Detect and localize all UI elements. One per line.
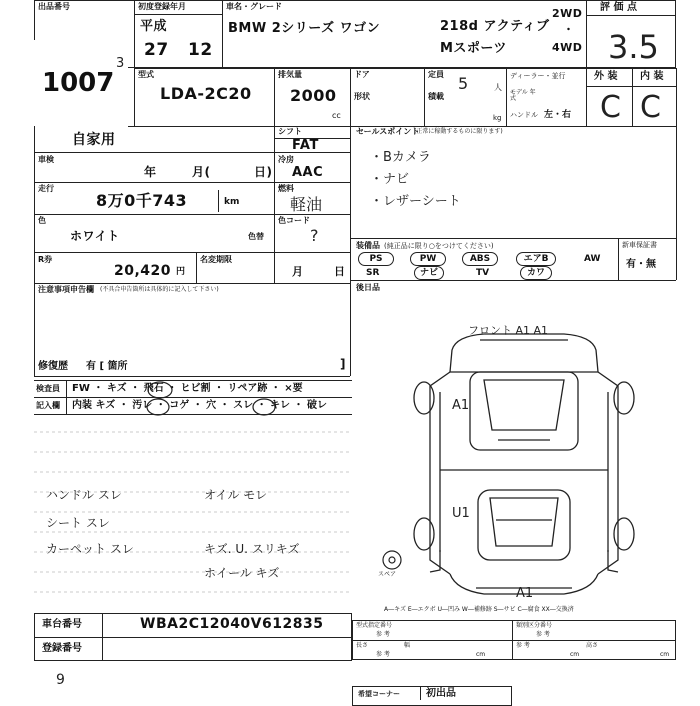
diagram-mark-a1-left: A1 <box>452 398 470 413</box>
equipment-label: 装備品 <box>356 241 380 250</box>
yen-unit: 円 <box>176 267 186 277</box>
chassis-label: 車台番号 <box>42 619 82 630</box>
dealer-label: ディーラー・並行 <box>510 72 566 80</box>
handle-label: ハンドル <box>510 111 538 119</box>
car-name: BMW 2シリーズ ワゴン <box>228 21 381 36</box>
diagram-top-note: フロント A1 A1 <box>468 324 549 337</box>
note-scratch: キズ. U. スリキズ <box>204 542 300 556</box>
spec-label: 型式指定番号 <box>356 622 393 629</box>
name-change-day: 日 <box>334 265 346 278</box>
lot-suffix: 3 <box>116 56 125 71</box>
name-change-month: 月 <box>292 265 304 278</box>
lot-label: 出品番号 <box>38 2 70 11</box>
shift-value: FAT <box>292 138 319 153</box>
first-registration-label: 初度登録年月 <box>138 2 186 11</box>
width-cm: cm <box>570 651 580 658</box>
equip-navi: ナビ <box>414 266 444 280</box>
notes-label: 注意事項申告欄 <box>38 285 94 294</box>
grade-2: Mスポーツ <box>440 41 507 56</box>
equip-pw: PW <box>410 252 446 266</box>
km-unit: km <box>224 197 240 207</box>
class-label: 類別区分番号 <box>516 622 553 629</box>
drive-separator: ・ <box>563 23 575 36</box>
divider <box>102 613 103 661</box>
fuel-value: 軽油 <box>290 195 323 214</box>
interior-grade: C <box>640 90 661 125</box>
equip-ps: PS <box>358 252 394 266</box>
equip-leather: カワ <box>520 266 552 280</box>
length-cm: cm <box>476 651 486 658</box>
length-ref: 参 考 <box>376 651 390 658</box>
interior-label: 内 装 <box>640 71 664 82</box>
shift-label: シフト <box>278 127 302 136</box>
sales-point-2: ・ナビ <box>370 172 410 187</box>
exterior-grade: C <box>600 90 621 125</box>
sales-point-3: ・レザーシート <box>370 194 461 209</box>
damage-legend: A―キズ E―エクボ U―凹み W―補修跡 S―サビ C―腐食 XX―交換済 <box>384 606 574 613</box>
load-label: 積載 <box>428 92 444 101</box>
door-label: ドア <box>354 70 370 79</box>
inspector-label-2: 記入欄 <box>36 401 60 410</box>
height-label: 高さ <box>586 642 599 649</box>
kg-unit: kg <box>493 114 502 122</box>
after-market-label: 後日品 <box>356 283 380 292</box>
inspector-row-1: FW ・ キズ ・ 飛石 ・ ヒビ割 ・ リペア跡 ・ ×要 <box>72 383 303 394</box>
drive-4wd: 4WD <box>552 41 583 54</box>
reg-year: 27 <box>144 40 169 60</box>
inspector-row-2: 内装 キズ ・ 汚レ ・ コゲ ・ 穴 ・ スレ ・ キレ ・ 破レ <box>72 400 327 411</box>
class-ref: 参 考 <box>536 631 550 638</box>
corner-label: 希望コーナー <box>358 690 400 698</box>
length-label: 長さ <box>356 642 369 649</box>
note-carpet: カーペット スレ <box>46 542 134 556</box>
repair-label: 修復歴 <box>38 361 68 372</box>
notes-sub: (不具合申告箇所は具体的に記入して下さい) <box>100 286 219 293</box>
warranty-value: 有・無 <box>626 259 656 270</box>
drive-2wd: 2WD <box>552 7 583 20</box>
height-cm: cm <box>660 651 670 658</box>
spare-label: スペア <box>378 571 397 578</box>
era: 平成 <box>140 19 168 34</box>
handle-value: 左・右 <box>544 110 572 120</box>
shaken-month: 月( <box>192 165 211 179</box>
repair-value: 有 [ 箇所 <box>86 361 128 372</box>
diagram-mark-u1: U1 <box>452 506 470 521</box>
shaken-day: 日) <box>254 165 273 179</box>
equip-sr: SR <box>366 268 380 278</box>
color-change-label: 色替 <box>248 232 264 241</box>
person-unit: 人 <box>494 83 502 92</box>
repair-close: ] <box>340 357 346 371</box>
capacity: 5 <box>458 74 469 93</box>
color: ホワイト <box>70 229 120 243</box>
divider <box>420 686 421 700</box>
capacity-label: 定員 <box>428 70 444 79</box>
spec-ref: 参 考 <box>376 631 390 638</box>
color-label: 色 <box>38 216 46 225</box>
displacement: 2000 <box>290 86 337 105</box>
equip-airbag: エアB <box>516 252 556 266</box>
r-ticket-label: R券 <box>38 255 53 264</box>
note-oil: オイル モレ <box>204 488 268 502</box>
note-wheel: ホイール キズ <box>204 566 280 580</box>
corner-value: 初出品 <box>426 688 456 699</box>
reg-month: 12 <box>188 40 213 60</box>
equip-aw: AW <box>584 254 601 264</box>
width-label: 幅 <box>404 642 411 649</box>
mileage: 8万0千743 <box>96 191 188 210</box>
mileage-label: 走行 <box>38 184 54 193</box>
shaken-label: 車検 <box>38 155 54 164</box>
note-seat: シート スレ <box>46 516 110 530</box>
width-ref: 参 考 <box>516 642 530 649</box>
color-code-value: ? <box>310 226 319 245</box>
warranty-label: 新車保証書 <box>622 241 657 249</box>
note-handle: ハンドル スレ <box>46 488 122 502</box>
lot-number: 1007 <box>42 68 115 98</box>
sales-points-label: セールスポイント <box>356 127 420 136</box>
divider <box>34 637 352 638</box>
usage: 自家用 <box>72 132 116 148</box>
fuel-label: 燃料 <box>278 184 294 193</box>
ac-label: 冷房 <box>278 155 294 164</box>
r-ticket-amount: 20,420 <box>114 263 172 279</box>
grade: 218d アクティブ <box>440 19 550 34</box>
color-code-label: 色コード <box>278 216 310 225</box>
ac-value: AAC <box>292 165 324 180</box>
model-code: LDA-2C20 <box>160 84 252 103</box>
shaken-year: 年 <box>144 165 157 179</box>
divider <box>352 640 676 641</box>
registration-note: 9 <box>56 672 65 688</box>
car-name-label: 車名・グレード <box>226 2 282 11</box>
inspector-label-1: 検査員 <box>36 384 60 393</box>
sales-point-1: ・Bカメラ <box>370 150 431 165</box>
displacement-label: 排気量 <box>278 70 302 79</box>
score-label: 評 価 点 <box>600 2 637 13</box>
sales-points-sub: (正常に稼動するものに限ります) <box>414 128 503 135</box>
diagram-mark-a1-bottom: A1 <box>516 586 534 601</box>
model-label: 型式 <box>138 70 154 79</box>
shape-label: 形状 <box>354 92 370 101</box>
equipment-sub: (純正品に限り○をつけてください) <box>384 242 494 250</box>
equip-tv: TV <box>476 268 490 278</box>
chassis-number: WBA2C12040V612835 <box>140 616 324 632</box>
score-value: 3.5 <box>608 28 659 66</box>
divider <box>512 620 513 660</box>
equip-abs: ABS <box>462 252 498 266</box>
name-change-label: 名変期限 <box>200 255 232 264</box>
cc-unit: cc <box>332 111 341 120</box>
exterior-label: 外 装 <box>594 71 618 82</box>
registration-label: 登録番号 <box>42 643 82 654</box>
model-year-label: モデル 年式 <box>510 89 536 102</box>
